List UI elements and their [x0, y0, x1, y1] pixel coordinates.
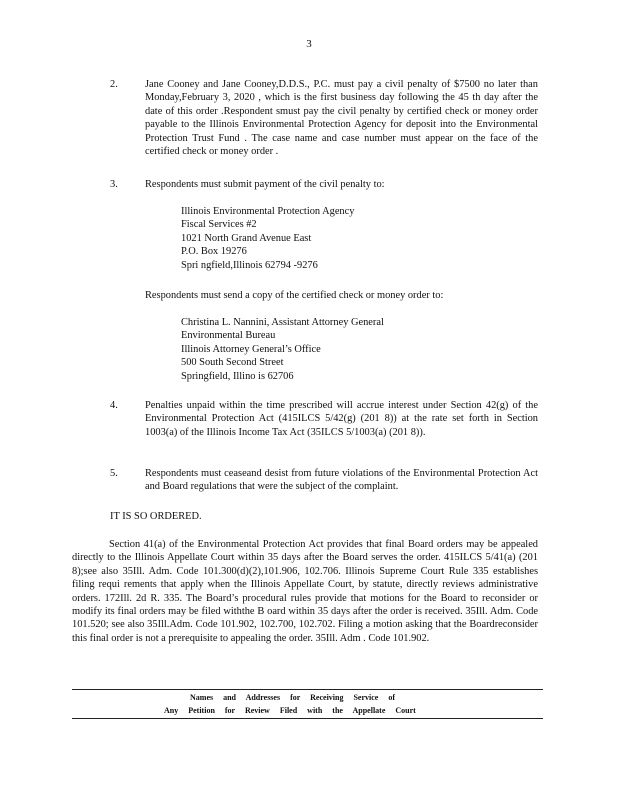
so-ordered-heading: IT IS SO ORDERED.	[110, 511, 202, 522]
address-line: Fiscal Services #2	[181, 219, 257, 231]
item-number: 4.	[110, 400, 118, 411]
item-text: Respondents must submit payment of the civil penalty to:	[145, 179, 385, 190]
page-number: 3	[306, 38, 312, 50]
item-text: Penalties unpaid within the time prescribed will accrue interest under Section 42(g) of the Environmental Protection Act (415ILCS 5/42(g) (201 8)) at the rate set forth in Section 1003(a) of the Illinois Income Tax Act (35ILCS 5/1003(a) (201 8)).	[145, 400, 538, 438]
item-text: Respondents must ceaseand desist from future violations of the Environmental Protection Act and Board regulations that were the subject of the complaint.	[145, 468, 538, 493]
section-41-text: Section 41(a) of the Environmental Protection Act provides that final Board orders may be appealed directly to the Illinois Appellate Court within 35 days after the Board serves the order. 415ILCS 5/41(a) (201 8);see also 35Ill. Adm. Code 101.300(d)(2),101.906, 102.706. Illinois Supreme Court Rule 335 establishes filing requi rements that apply when the Illinois Appellate Court, by statute, directly reviews administrative orders. 172Ill. 2d R. 335. The Board’s procedural rules provide that motions for the Board to reconsider or modify its final orders may be filed withthe B oard within 35 days after the order is received. 35Ill. Adm. Code 101.520; see also 35Ill.Adm. Code 101.902, 102.700, 102.702. Filing a motion asking that the Boardreconsider this final order is not a prerequisite to appealing the order. 35Ill. Adm . Code 101.902.	[72, 539, 538, 644]
table-header-row-1: Names and Addresses for Receiving Service of	[190, 693, 396, 702]
address-line: Illinois Attorney General’s Office	[181, 343, 321, 355]
address-line: Environmental Bureau	[181, 330, 276, 342]
address-line: Illinois Environmental Protection Agency	[181, 206, 355, 217]
item-text: Jane Cooney and Jane Cooney,D.D.S., P.C. must pay a civil penalty of $7500 no later than Monday,February 3, 2020 , which is the first business day following the 45 th day after the date of this order .Respondent smust pay the civil penalty by certified check or money order payable to the Illinois Environmental Protection Agency for deposit into the Environmental Protection Trust Fund . The case name and case number must appear on the face of the certified check or money order .	[145, 79, 538, 158]
address-line: Christina L. Nannini, Assistant Attorney General	[181, 317, 384, 328]
address-line: 500 South Second Street	[181, 357, 284, 369]
copy-address	[181, 316, 481, 383]
copy-instruction: Respondents must send a copy of the certified check or money order to:	[145, 290, 444, 301]
address-line: 1021 North Grand Avenue East	[181, 232, 312, 244]
table-header-row-2: Any Petition for Review Filed with the Appellate Court	[164, 706, 416, 715]
item-number: 2.	[110, 79, 118, 90]
address-line: Springfield, Illino is 62706	[181, 370, 294, 382]
section-41-paragraph	[72, 538, 538, 645]
table-top-rule	[72, 689, 543, 690]
item-number: 3.	[110, 179, 118, 190]
table-bottom-rule	[72, 718, 543, 719]
item-number: 5.	[110, 468, 118, 479]
payment-address	[181, 205, 481, 272]
address-line: P.O. Box 19276	[181, 246, 247, 258]
address-line: Spri ngfield,Illinois 62794 -9276	[181, 259, 318, 271]
